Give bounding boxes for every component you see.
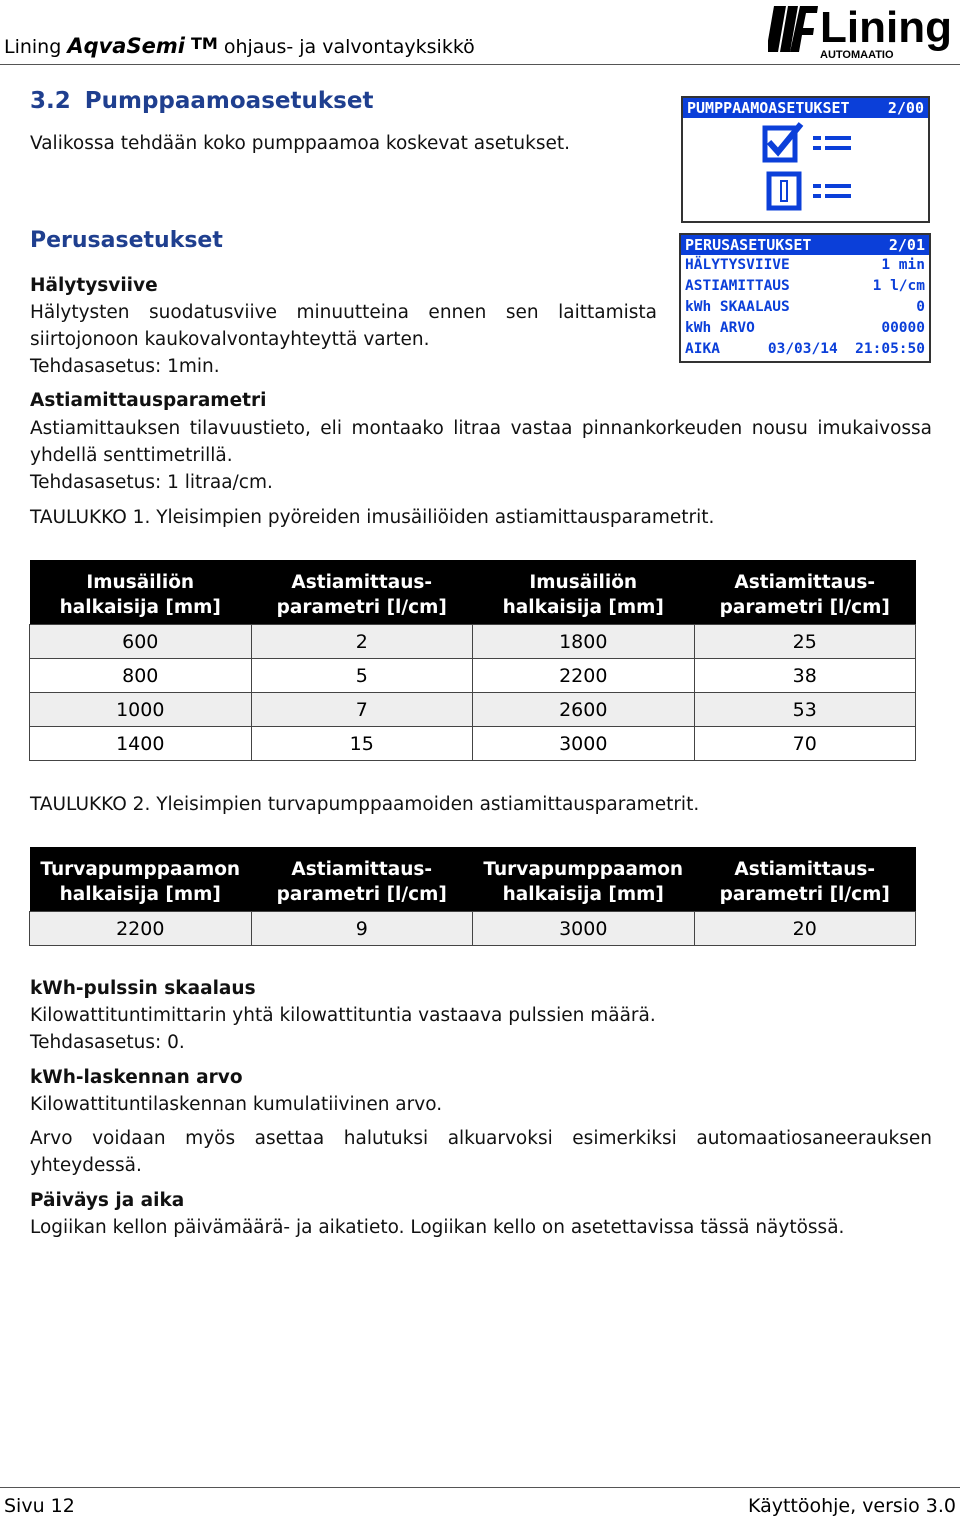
table-row: 2200 9 3000 20 <box>30 912 916 946</box>
table1-header-cell: Imusäiliön halkaisija [mm] <box>30 560 252 625</box>
kwh-value-note-1: Arvo voidaan myös asettaa halutuksi alkuarvoksi esimerkiksi automaatiosaneerauksen <box>30 1128 932 1149</box>
checked-checkbox-icon <box>765 124 801 160</box>
basic-settings-heading: Perusasetukset <box>30 228 223 253</box>
table-row: 800 5 2200 38 <box>30 659 916 693</box>
section-heading <box>30 88 373 114</box>
table2-header-row <box>30 847 916 912</box>
section-number: 3.2 <box>30 88 71 114</box>
lcd-settings-title: PERUSASETUKSET <box>685 236 812 254</box>
lcd-menu-title-bar <box>683 98 928 118</box>
lcd-row-kwh-value: kWh ARVO 00000 <box>685 320 925 336</box>
alarm-delay-text-1: Hälytysten suodatusviive minuutteina ennen sen laittamista <box>30 302 657 323</box>
document-version: Käyttöohje, versio 3.0 <box>747 1495 956 1517</box>
table2-header-cell: Astiamittaus- parametri [l/cm] <box>251 847 473 912</box>
lcd-settings-title-bar <box>681 235 929 255</box>
kwh-scale-text: Kilowattituntimittarin yhtä kilowattituntia vastaava pulssien määrä. <box>30 1005 656 1026</box>
brand-product: AqvaSemi <box>67 34 185 58</box>
vessel-param-text-2: yhdellä senttimetrillä. <box>30 445 233 466</box>
header-title <box>4 34 475 58</box>
list-lines-icon-2 <box>813 184 851 198</box>
datetime-text: Logiikan kellon päivämäärä- ja aikatieto. Logiikan kello on asetettavissa tässä näytössä. <box>30 1217 845 1238</box>
list-lines-icon <box>813 136 851 150</box>
table1-header-row <box>30 560 916 625</box>
alarm-delay-text-2: siirtojonoon kaukovalvontayhteyttä varten. <box>30 329 430 350</box>
table1-header-cell: Imusäiliön halkaisija [mm] <box>473 560 695 625</box>
table2-header-cell: Turvapumppaamon halkaisija [mm] <box>473 847 695 912</box>
lcd-settings-page: 2/01 <box>888 236 925 254</box>
footer-divider <box>0 1487 960 1488</box>
table-row: 600 2 1800 25 <box>30 625 916 659</box>
lcd-row-vessel-param: ASTIAMITTAUS 1 l/cm <box>685 278 925 294</box>
table1 <box>29 560 916 761</box>
table2-caption: TAULUKKO 2. Yleisimpien turvapumppaamoiden astiamittausparametrit. <box>30 794 700 815</box>
lcd-row-kwh-scale: kWh SKAALAUS 0 <box>685 299 925 315</box>
table1-header-cell: Astiamittaus- parametri [l/cm] <box>251 560 473 625</box>
kwh-value-note-2: yhteydessä. <box>30 1155 142 1176</box>
table2-header-cell: Astiamittaus- parametri [l/cm] <box>694 847 916 912</box>
lcd-row-time: AIKA 03/03/14 21:05:50 <box>685 341 925 357</box>
lcd-row-alarm-delay: HÄLYTYSVIIVE 1 min <box>685 257 925 273</box>
kwh-scale-title: kWh-pulssin skaalaus <box>30 978 256 999</box>
logo-text: Lining <box>820 3 952 52</box>
brand-prefix: Lining <box>4 36 68 58</box>
table2-header-cell: Turvapumppaamon halkaisija [mm] <box>30 847 252 912</box>
table1-caption: TAULUKKO 1. Yleisimpien pyöreiden imusäiliöiden astiamittausparametrit. <box>30 507 715 528</box>
table-row: 1400 15 3000 70 <box>30 727 916 761</box>
datetime-title: Päiväys ja aika <box>30 1190 185 1211</box>
table2 <box>29 847 916 946</box>
vessel-param-title: Astiamittausparametri <box>30 390 267 411</box>
page-number: Sivu 12 <box>4 1495 75 1517</box>
vessel-param-text-1: Astiamittauksen tilavuustieto, eli montaako litraa vastaa pinnankorkeuden nousu imukaivossa <box>30 418 932 439</box>
vessel-param-default: Tehdasasetus: 1 litraa/cm. <box>30 472 273 493</box>
empty-checkbox-icon <box>769 174 799 208</box>
alarm-delay-default: Tehdasasetus: 1min. <box>30 356 220 377</box>
lcd-menu-title: PUMPPAAMOASETUKSET <box>687 99 850 117</box>
lining-logo <box>768 2 956 60</box>
kwh-value-text: Kilowattituntilaskennan kumulatiivinen arvo. <box>30 1094 443 1115</box>
kwh-scale-default: Tehdasasetus: 0. <box>30 1032 185 1053</box>
lcd-menu-icons <box>683 118 928 221</box>
lcd-menu-screen <box>681 96 930 223</box>
section-title: Pumppaamoasetukset <box>84 88 374 114</box>
table1-header-cell: Astiamittaus- parametri [l/cm] <box>694 560 916 625</box>
header-divider <box>0 64 960 65</box>
table-row: 1000 7 2600 53 <box>30 693 916 727</box>
alarm-delay-title: Hälytysviive <box>30 275 158 296</box>
lcd-settings-screen <box>679 233 931 363</box>
lcd-menu-page: 2/00 <box>887 99 924 117</box>
brand-suffix: ohjaus- ja valvontayksikkö <box>217 36 475 58</box>
logo-subtext: AUTOMAATIO <box>820 49 894 60</box>
section-intro: Valikossa tehdään koko pumppaamoa koskevat asetukset. <box>30 133 570 154</box>
brand-tm: TM <box>190 34 218 53</box>
kwh-value-title: kWh-laskennan arvo <box>30 1067 243 1088</box>
